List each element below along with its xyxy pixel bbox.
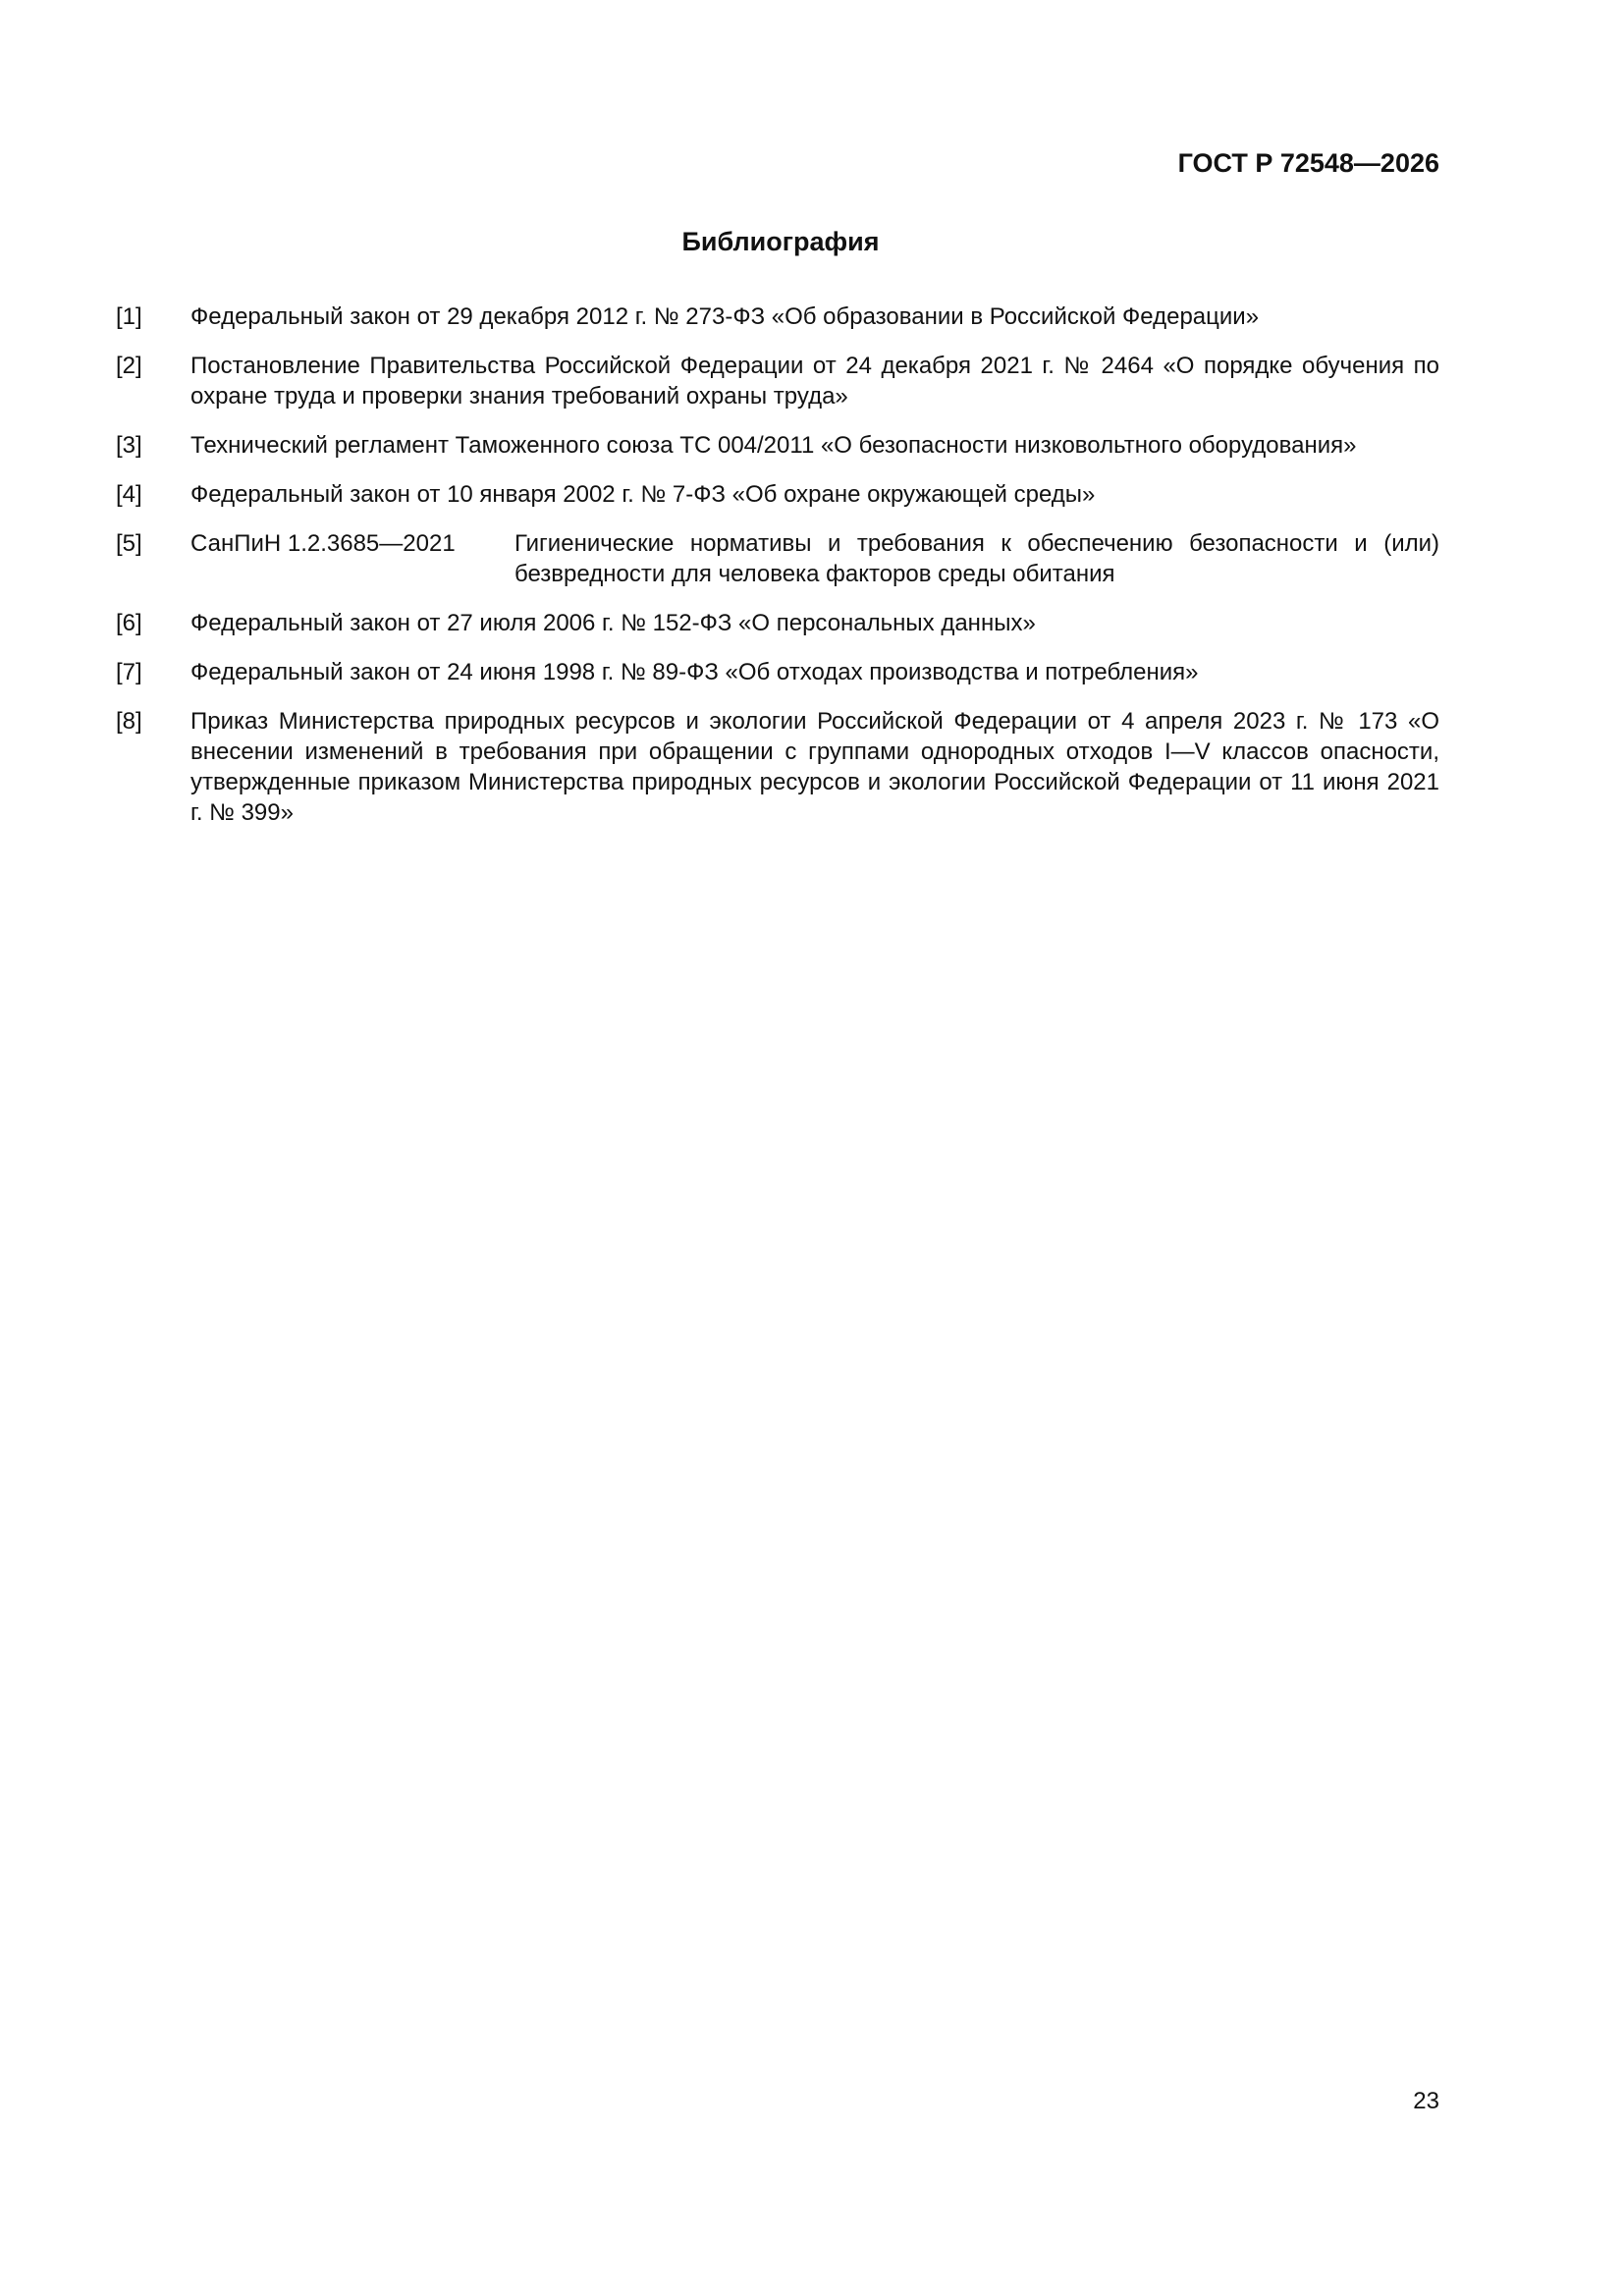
entry-text: Приказ Министерства природных ресурсов и экологии Российской Федерации от 4 апреля 2023 г. № 173 «О внесении изменений в требования при обращении с группами однородных отходов I—V классов опасности, утвержденные приказом Министерства природных ресурсов и экологии Российской Федерации от 11 июня 2021 г. № 399» xyxy=(190,708,1439,826)
bibliography-entry-3 xyxy=(116,430,1439,461)
entry-number: [5] xyxy=(116,530,142,557)
entry-number: [4] xyxy=(116,481,142,508)
document-code: ГОСТ Р 72548—2026 xyxy=(1177,148,1439,178)
section-title: Библиография xyxy=(681,227,880,256)
bibliography-entry-6 xyxy=(116,608,1439,638)
bibliography-entry-1 xyxy=(116,301,1439,332)
entry-number: [7] xyxy=(116,659,142,685)
entry-text: Федеральный закон от 10 января 2002 г. № 7-ФЗ «Об охране окружающей среды» xyxy=(190,481,1096,508)
bibliography-entry-5 xyxy=(116,528,1439,589)
entry-text: Технический регламент Таможенного союза ТС 004/2011 «О безопасности низковольтного оборудования» xyxy=(190,432,1357,459)
entry-number: [6] xyxy=(116,610,142,636)
entry-text: Федеральный закон от 27 июля 2006 г. № 152-ФЗ «О персональных данных» xyxy=(190,610,1036,636)
entry-number: [2] xyxy=(116,353,142,379)
entry-number: [8] xyxy=(116,708,142,735)
bibliography-entry-4 xyxy=(116,479,1439,510)
bibliography-entry-8 xyxy=(116,706,1439,828)
entry-text: Федеральный закон от 24 июня 1998 г. № 89-ФЗ «Об отходах производства и потребления» xyxy=(190,659,1199,685)
page-number: 23 xyxy=(1413,2088,1439,2114)
entry-code: СанПиН 1.2.3685—2021 xyxy=(190,530,456,557)
bibliography-list xyxy=(116,301,1439,847)
bibliography-entry-2 xyxy=(116,351,1439,411)
bibliography-entry-7 xyxy=(116,657,1439,687)
entry-number: [3] xyxy=(116,432,142,459)
entry-text: Постановление Правительства Российской Федерации от 24 декабря 2021 г. № 2464 «О порядке обучения по охране труда и проверки знания требований охраны труда» xyxy=(190,353,1439,410)
entry-text: Гигиенические нормативы и требования к обеспечению безопасности и (или) безвредности для человека факторов среды обитания xyxy=(514,530,1439,587)
entry-text: Федеральный закон от 29 декабря 2012 г. № 273-ФЗ «Об образовании в Российской Федерации» xyxy=(190,303,1260,330)
entry-number: [1] xyxy=(116,303,142,330)
